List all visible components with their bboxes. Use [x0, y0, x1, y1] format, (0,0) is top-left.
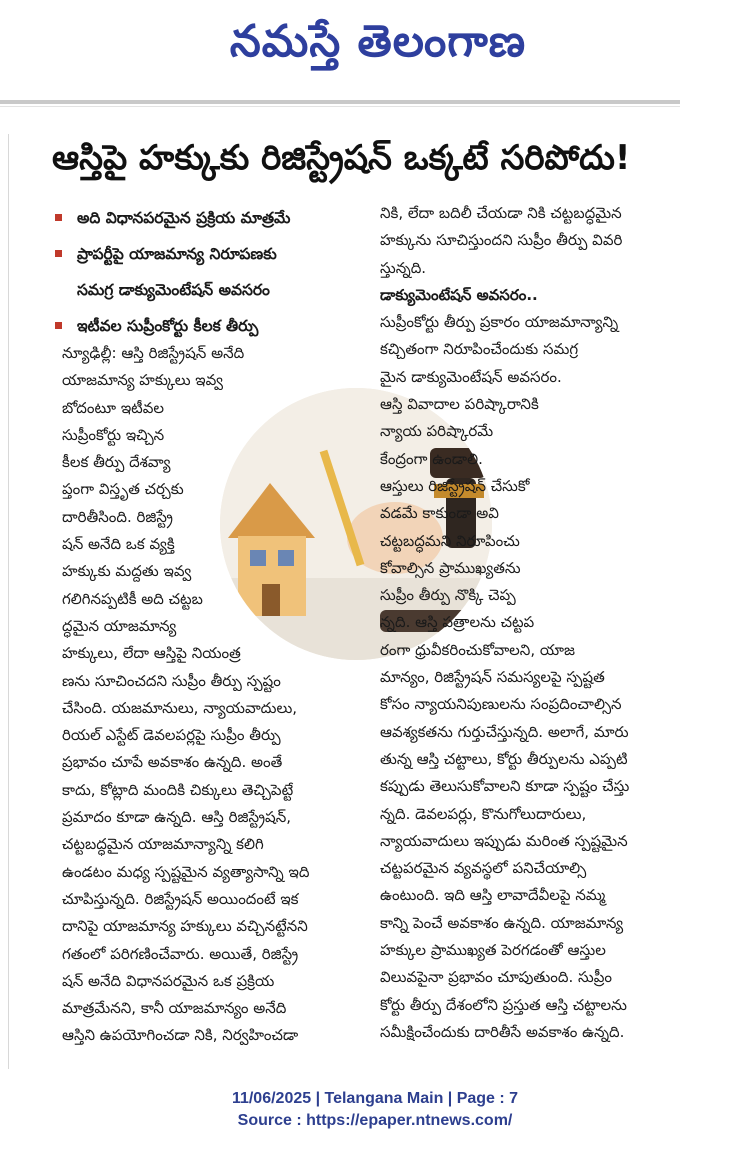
bullet-square-icon: [55, 322, 62, 329]
body-text-line: ణను సూచించదని సుప్రీం తీర్పు స్పష్టం: [62, 671, 281, 690]
bullet-square-icon: [55, 250, 62, 257]
body-text-line: నికి, లేదా బదిలీ చేయడా నికి చట్టబద్ధమైన: [380, 204, 622, 222]
body-text-line: కోసం న్యాయనిపుణులను సంప్రదించాల్సిన: [380, 695, 622, 714]
bullet-text: ఇటీవల సుప్రీంకోర్టు కీలక తీర్పు: [77, 317, 259, 335]
bullet-item: [55, 200, 375, 236]
page-frame-line: [8, 134, 9, 1069]
body-text-line: సమీక్షించేందుకు దారితీసే అవకాశం ఉన్నది.: [380, 1022, 625, 1041]
body-text-line: ఆస్తులు రిజిస్ట్రేషన్ చేసుకో: [380, 476, 530, 495]
body-text-line: ప్రభావం చూపే అవకాశం ఉన్నది. అంతే: [62, 753, 283, 772]
body-text-line: కేంద్రంగా ఉండాలి.: [380, 449, 483, 468]
body-text-line: యాజమాన్య హక్కులు ఇవ్వ: [62, 371, 224, 390]
body-text-line: మాత్రమేనని, కానీ యాజమాన్యం అనేది: [62, 999, 287, 1018]
page-footer: [0, 1088, 750, 1132]
body-text-line: రియల్ ఎస్టేట్ డెవలపర్లపై సుప్రీం తీర్పు: [62, 726, 281, 745]
body-text-line: స్తున్నది.: [380, 258, 427, 277]
footer-edition-info: 11/06/2025 | Telangana Main | Page : 7: [231, 1090, 519, 1107]
body-text-line: హక్కుకు మద్దతు ఇవ్వ: [62, 562, 192, 581]
body-text-line: ప్తంగా విస్తృత చర్చకు: [62, 480, 184, 499]
body-text-line: సుప్రీం తీర్పు నొక్కి చెప్ప: [380, 586, 516, 605]
body-text-line: ఆవశ్యకతను గుర్తుచేస్తున్నది. అలాగే, మారు: [380, 722, 629, 741]
body-text-line: హక్కుల ప్రాముఖ్యత పెరగడంతో ఆస్తుల: [380, 941, 606, 960]
body-text-line: ఆస్తి వివాదాల పరిష్కారానికి: [380, 395, 539, 414]
masthead-divider-thin: [0, 106, 680, 107]
body-text-line: న్యూఢిల్లీ: ఆస్తి రిజిస్ట్రేషన్ అనేది: [62, 344, 245, 362]
body-text-line: గతంలో పరిగణించేవారు. అయితే, రిజిస్ట్రే: [62, 944, 299, 963]
body-text-line: చూపిస్తున్నది. రిజిస్ట్రేషన్ అయిందంటే ఇక: [62, 889, 299, 908]
body-text-line: సుప్రీంకోర్టు ఇచ్చిన: [62, 425, 165, 444]
body-text-line: మైన డాక్యుమెంటేషన్ అవసరం.: [380, 367, 562, 386]
body-text-line: కీలక తీర్పు దేశవ్యా: [62, 453, 171, 472]
body-text-line: చట్టబద్ధమైన యాజమాన్యాన్ని కలిగి: [62, 835, 264, 854]
masthead: [0, 0, 750, 108]
body-text-line: కాన్ని పెంచే అవకాశం ఉన్నది. యాజమాన్య: [380, 913, 624, 932]
body-text-line: షన్ అనేది విధానపరమైన ఒక ప్రక్రియ: [62, 971, 275, 990]
footer-source-link[interactable]: Source : https://epaper.ntnews.com/: [237, 1112, 513, 1129]
body-text-line: గలిగినప్పటికీ అది చట్టబ: [62, 589, 203, 608]
masthead-divider: [0, 100, 680, 104]
body-text-line: కోర్టు తీర్పు దేశంలోని ప్రస్తుత ఆస్తి చట్టాలను: [380, 995, 627, 1014]
body-text-line: దారితీసింది. రిజిస్ట్రే: [62, 507, 173, 526]
body-text-line: షన్ అనేది ఒక వ్యక్తి: [62, 535, 175, 554]
bullet-item: [55, 236, 375, 272]
right-column: [380, 200, 680, 1046]
body-text-line: న్యాయ పరిష్కారమే: [380, 422, 494, 441]
body-text-line: కచ్చితంగా నిరూపించేందుకు సమగ్ర: [380, 340, 579, 359]
body-text-line: మాన్యం, రిజిస్ట్రేషన్ సమస్యలపై స్పష్టత: [380, 668, 605, 687]
body-text-line: ఉంటుంది. ఇది ఆస్తి లావాదేవీలపై నమ్మ: [380, 886, 606, 905]
body-text-line: వడమే కాకుండా అవి: [380, 504, 499, 523]
article-headline: ఆస్తిపై హక్కుకు రిజిస్ట్రేషన్ ఒక్కటే సరిపోదు!: [52, 138, 631, 178]
left-column: [62, 340, 362, 1050]
body-text-line: చేసింది. యజమానులు, న్యాయవాదులు,: [62, 698, 298, 717]
bullet-text: అది విధానపరమైన ప్రక్రియ మాత్రమే: [77, 209, 291, 227]
body-text-line: కాదు, కోట్లాది మందికి చిక్కులు తెచ్చిపెట్టే: [62, 780, 294, 799]
body-text-line: కోవాల్సిన ప్రాముఖ్యతను: [380, 558, 521, 577]
body-text-line: ప్రమాదం కూడా ఉన్నది. ఆస్తి రిజిస్ట్రేషన్,: [62, 808, 292, 827]
highlight-bullets: [55, 200, 375, 344]
bullet-square-icon: [55, 214, 62, 221]
body-text-line: సుప్రీంకోర్టు తీర్పు ప్రకారం యాజమాన్యాన్ని: [380, 313, 619, 332]
bullet-text: సమగ్ర డాక్యుమెంటేషన్ అవసరం: [77, 281, 270, 299]
body-text-line: చట్టబద్ధమని నిరూపించు: [380, 531, 520, 550]
newspaper-logo: నమస్తే తెలంగాణ: [229, 16, 527, 67]
body-text-line: చట్టపరమైన వ్యవస్థలో పనిచేయాల్సి: [380, 859, 587, 878]
body-text-line: బోదంటూ ఇటీవల: [62, 398, 165, 417]
body-text-line: కప్పుడు తెలుసుకోవాలని కూడా స్పష్టం చేస్తు: [380, 777, 630, 796]
body-text-line: హక్కులు, లేదా ఆస్తిపై నియంత్ర: [62, 644, 241, 663]
bullet-item: [55, 272, 375, 308]
body-text-line: న్యాయవాదులు ఇప్పుడు మరింత స్పష్టమైన: [380, 831, 628, 850]
body-text-line: హక్కును సూచిస్తుందని సుప్రీం తీర్పు వివరి: [380, 231, 623, 250]
bullet-text: ప్రాపర్టీపై యాజమాన్య నిరూపణకు: [77, 245, 277, 263]
body-text-line: ఆస్తిని ఉపయోగించడా నికి, నిర్వహించడా: [62, 1026, 299, 1045]
body-text-line: న్నది. డెవలపర్లు, కొనుగోలుదారులు,: [380, 804, 587, 823]
body-text-line: ద్ధమైన యాజమాన్య: [62, 616, 177, 635]
body-text-line: విలువపైనా ప్రభావం చూపుతుంది. సుప్రీం: [380, 968, 612, 987]
bullet-item: [55, 308, 375, 344]
body-text-line: ఉండటం మధ్య స్పష్టమైన వ్యత్యాసాన్ని ఇది: [62, 862, 310, 881]
body-text-line: దానిపై యాజమాన్య హక్కులు వచ్చినట్టేనని: [62, 917, 308, 936]
body-text-line: తున్న ఆస్తి చట్టాలు, కోర్టు తీర్పులను ఎప్పటి: [380, 749, 628, 768]
section-subheading: డాక్యుమెంటేషన్ అవసరం..: [380, 285, 538, 304]
body-text-line: న్నది. ఆస్తి పత్రాలను చట్టప: [380, 613, 535, 632]
body-text-line: రంగా ధ్రువీకరించుకోవాలని, యాజ: [380, 640, 575, 659]
